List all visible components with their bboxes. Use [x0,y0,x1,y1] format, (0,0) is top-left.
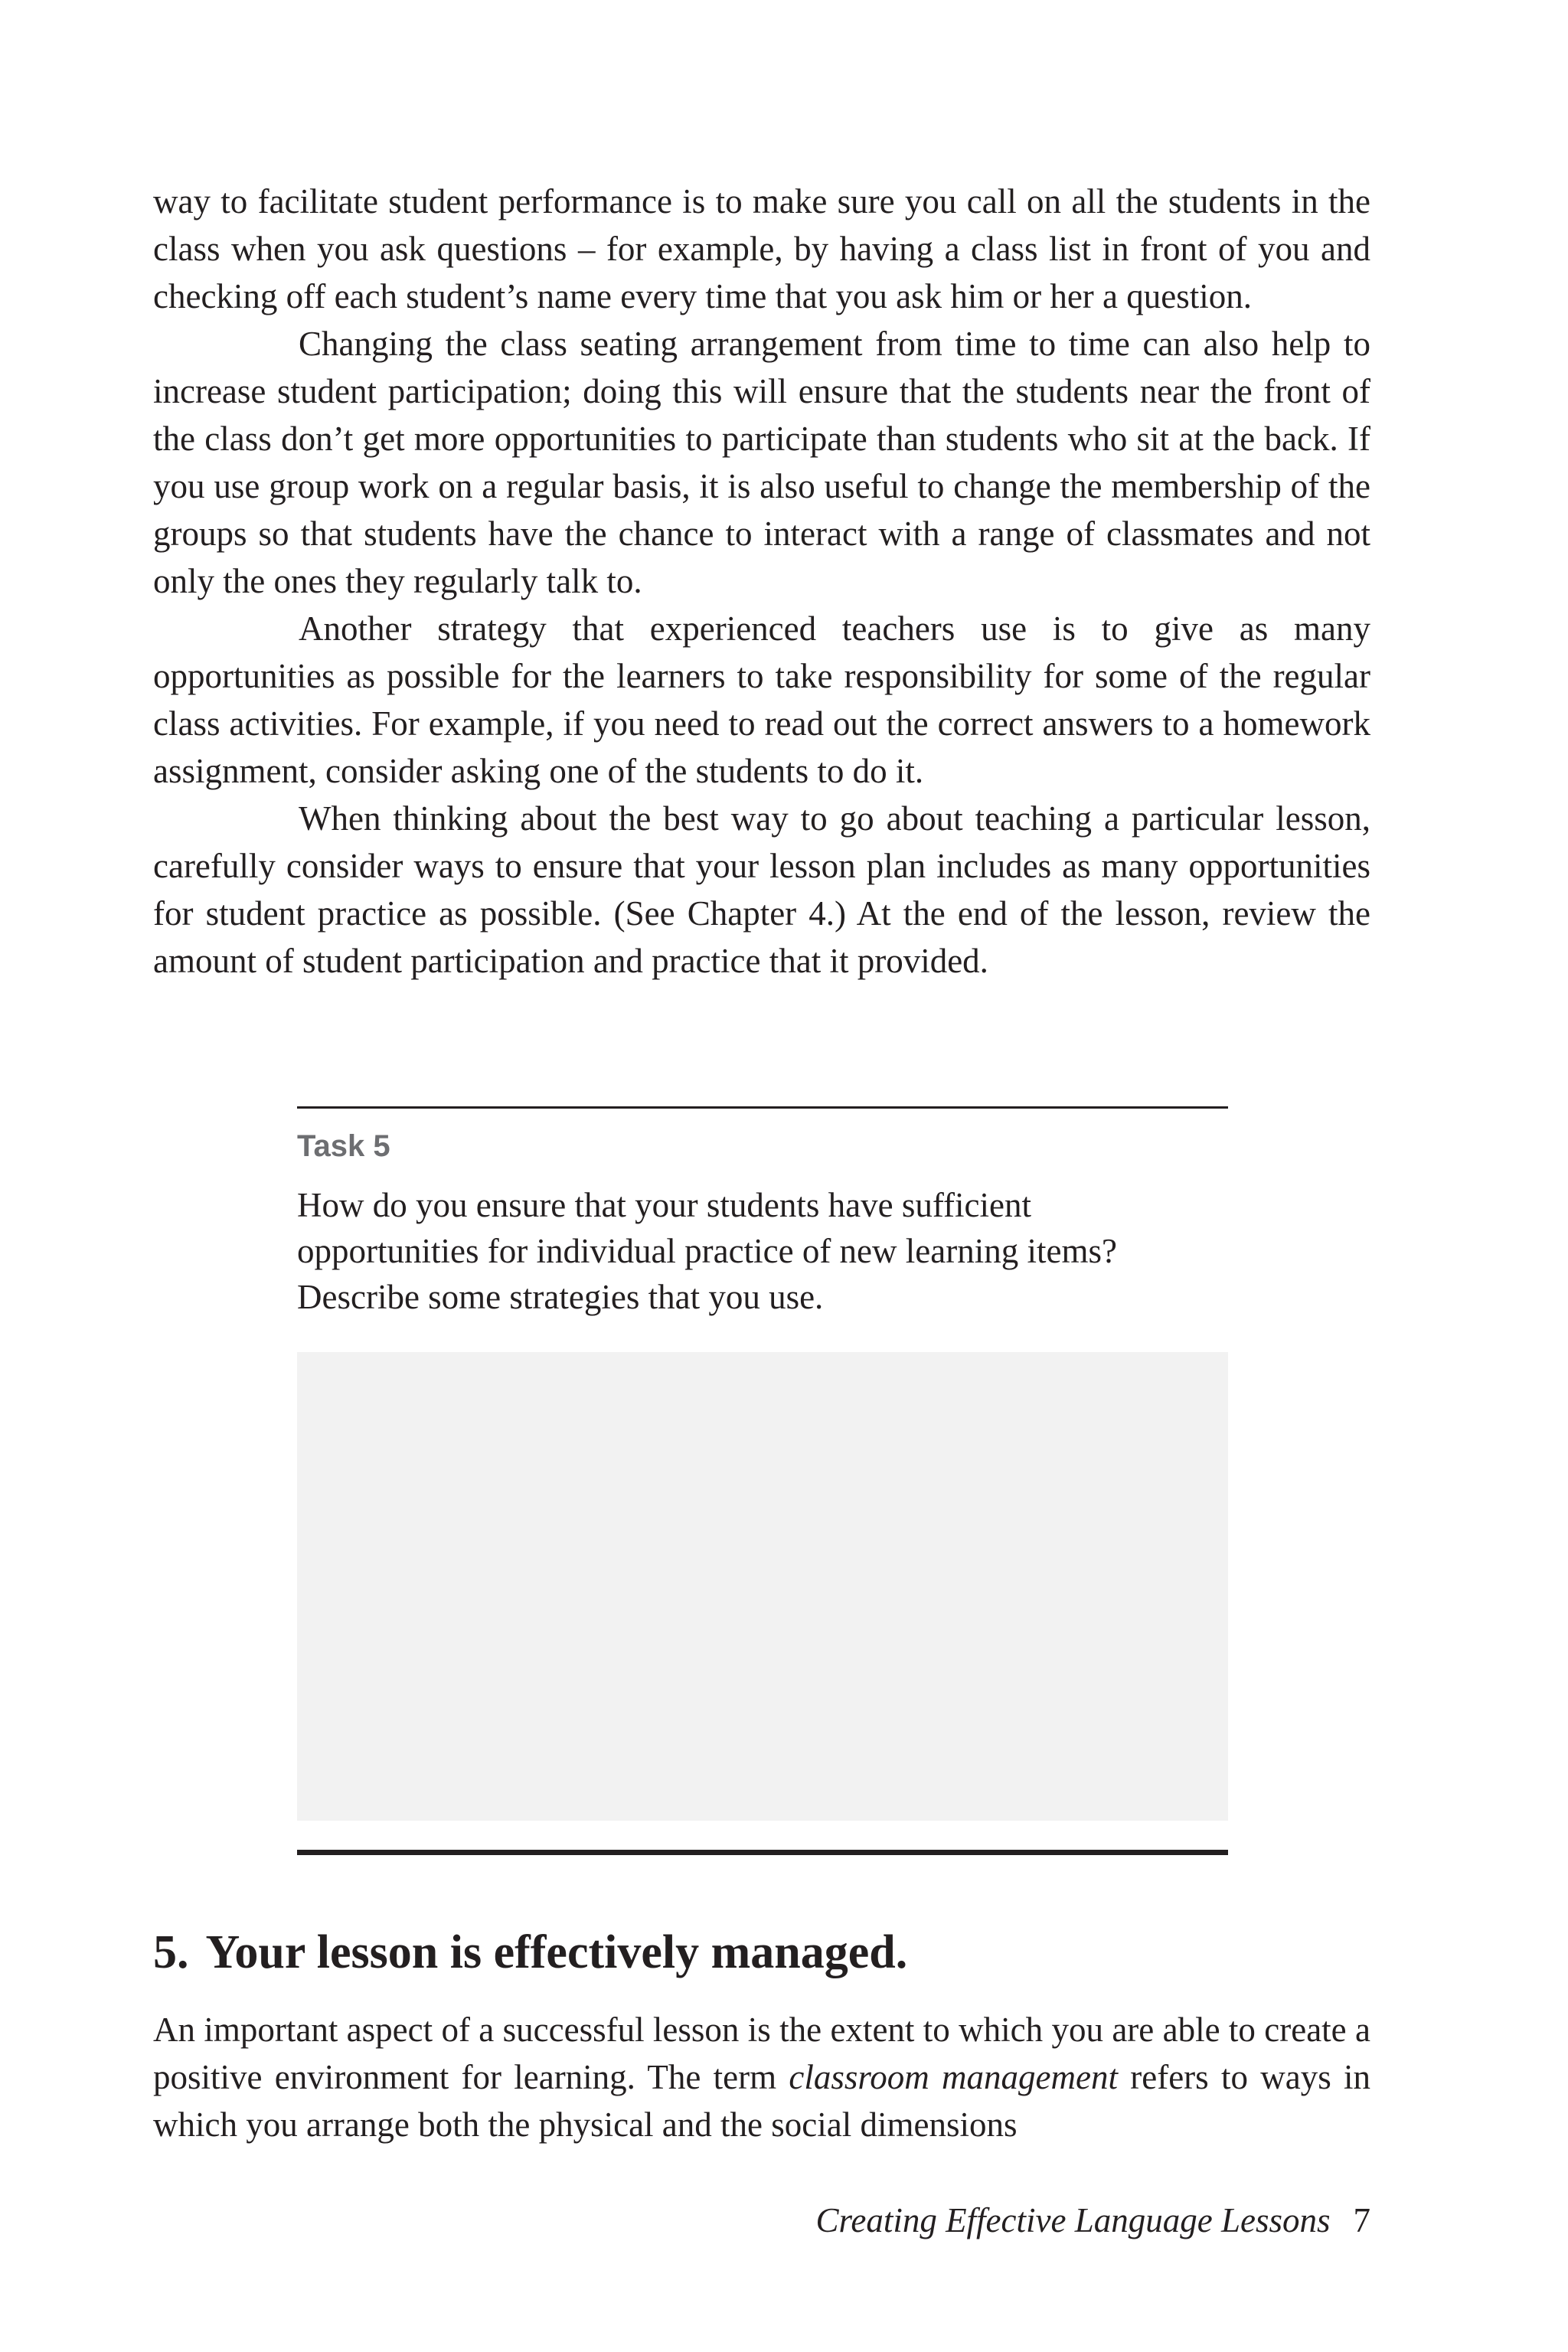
section-body [153,2006,1370,2148]
section-body-start: An important aspect of a successful lesson is the extent to which you are able to create a positive environment for learning. The term [153,2011,1370,2096]
section-heading [153,1922,907,1983]
section-number: 5. [153,1926,189,1978]
paragraph-2: Changing the class seating arrangement from time to time can also help to increase student participation; doing this will ensure that the students near the front of the class don’t get more opportunities to participate than students who sit at the back. If you use group work on a regular basis, it is also useful to change the membership of the groups so that students have the chance to interact with a range of classmates and not only the ones they regularly talk to. [153,325,1370,600]
task-question: How do you ensure that your students have sufficient opportunities for individual practice of new learning items? Describe some strategies that you use. [297,1186,1117,1316]
paragraph-4: When thinking about the best way to go about teaching a particular lesson, carefully consider ways to ensure that your lesson plan includes as many opportunities for student practice as possible. (See Chapter 4.) At the end of the lesson, review the amount of student participation and practice that it provided. [153,799,1370,980]
section-body-term: classroom management [789,2058,1118,2096]
body-text [153,178,1370,985]
task-top-rule [297,1106,1228,1109]
page-footer [815,2197,1370,2243]
paragraph-1: way to facilitate student performance is to make sure you call on all the students in the class when you ask questions – for example, by having a class list in front of you and checking off each student’s name every time that you ask him or her a question. [153,182,1370,315]
running-title: Creating Effective Language Lessons [815,2201,1331,2239]
task-label: Task 5 [297,1129,390,1163]
section-title: Your lesson is effectively managed. [205,1926,908,1978]
task-bottom-rule [297,1850,1228,1855]
page-number: 7 [1353,2201,1370,2239]
paragraph-3: Another strategy that experienced teachers use is to give as many opportunities as possible for the learners to take responsibility for some of the regular class activities. For example, if you need to read out the correct answers to a homework assignment, consider asking one of the students to do it. [153,609,1370,790]
task-box [297,1106,1228,1855]
answer-area[interactable] [297,1352,1228,1821]
section-body-end: refers to ways in which you arrange both the physical and the social dimensions [153,2058,1370,2144]
